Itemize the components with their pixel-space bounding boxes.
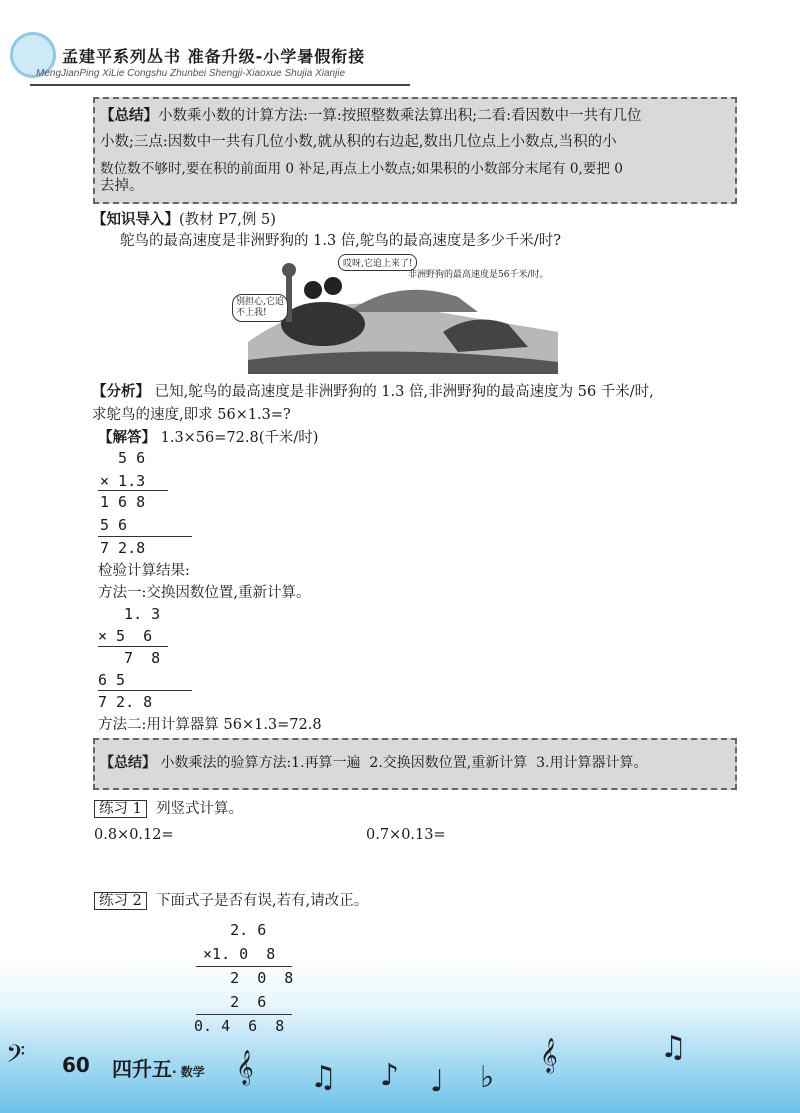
header-divider	[30, 84, 410, 86]
calc1-row-2: × 1.3	[100, 472, 146, 490]
speech-bubble-left: 别担心,它追不上我!	[232, 294, 288, 322]
treble-clef-icon: 𝄞	[236, 1050, 254, 1085]
calc1-row-4: 5 6	[100, 516, 128, 534]
answer-text: 1.3×56=72.8(千米/时)	[160, 430, 319, 446]
answer-tag: 【解答】	[98, 429, 156, 446]
calc2-row-4: 6 5	[98, 671, 126, 689]
check-method-2: 方法二:用计算器算 56×1.3=72.8	[98, 717, 322, 733]
grade-label: 四升五	[112, 1057, 172, 1081]
summary-1-line-4: 去掉。	[100, 178, 144, 194]
calc1-row-1: 5 6	[100, 449, 146, 467]
illustration-caption: 非洲野狗的最高速度是56千米/时。	[408, 270, 549, 280]
flat-sign-icon: ♭	[480, 1060, 495, 1095]
summary-1-line-2: 小数;三点:因数中一共有几位小数,就从积的右边起,数出几位点上小数点,当积的小	[100, 134, 617, 150]
summary-1-line-3: 数位数不够时,要在积的前面用 0 补足,再点上小数点;如果积的小数部分末尾有 0,要把 0	[100, 161, 623, 177]
calc1-row-5: 7 2.8	[100, 539, 146, 557]
exercise-1-prompt: 列竖式计算。	[156, 801, 244, 817]
music-note-icon-2: ♪	[380, 1058, 400, 1093]
subject-label: · 数学	[172, 1065, 205, 1079]
intro-tag: 【知识导入】	[92, 211, 179, 228]
exercise-2-tag: 练习 2	[94, 892, 147, 910]
check-title: 检验计算结果:	[98, 563, 190, 579]
ex2-row-2: ×1. 0 8	[194, 945, 276, 963]
summary-2-tag: 【总结】	[100, 755, 156, 771]
analysis-line-2: 求鸵鸟的速度,即求 56×1.3=?	[92, 407, 291, 423]
ex2-row-4: 2 6	[194, 993, 267, 1011]
series-title: 孟建平系列丛书 准备升级-小学暑假衔接	[62, 47, 366, 66]
check-method-1: 方法一:交换因数位置,重新计算。	[98, 585, 311, 601]
exercise-1-heading	[94, 796, 243, 823]
speech-bubble-top: 哎呀,它追上来了!	[338, 254, 417, 271]
exercise-2-prompt: 下面式子是否有误,若有,请改正。	[156, 893, 369, 909]
exercise-2-heading	[94, 888, 368, 915]
intro-question: 鸵鸟的最高速度是非洲野狗的 1.3 倍,鸵鸟的最高速度是多少千米/时?	[120, 233, 562, 249]
calc2-row-2: × 5 6	[98, 627, 153, 645]
calc1-row-3: 1 6 8	[100, 493, 146, 511]
bass-clef-icon: 𝄢	[6, 1040, 26, 1075]
footer-grade	[112, 1053, 205, 1082]
analysis-tag: 【分析】	[92, 383, 150, 400]
calc2-row-3: 7 8	[106, 649, 161, 667]
ex2-row-1: 2. 6	[194, 921, 267, 939]
summary-1-line-1: 小数乘小数的计算方法:一算:按照整数乘法算出积;二看:看因数中一共有几位	[158, 108, 642, 124]
analysis-text-1: 已知,鸵鸟的最高速度是非洲野狗的 1.3 倍,非洲野狗的最高速度为 56 千米/时,	[154, 384, 654, 400]
calc2-row-1: 1. 3	[106, 605, 161, 623]
exercise-1-q1: 0.8×0.12=	[94, 827, 174, 843]
exercise-1-tag: 练习 1	[94, 800, 147, 818]
page-number: 60	[62, 1053, 90, 1077]
treble-clef-icon-2: 𝄞	[540, 1038, 558, 1073]
music-note-icon-4: ♫	[660, 1030, 687, 1065]
music-note-icon: ♫	[310, 1060, 337, 1095]
ex2-row-3: 2 0 8	[194, 969, 294, 987]
summary-1-text	[100, 102, 642, 130]
intro-source: (教材 P7,例 5)	[179, 212, 276, 228]
exercise-1-q2: 0.7×0.13=	[366, 827, 446, 843]
series-pinyin: MengJianPing XiLie Congshu Zhunbei Shengji-Xiaoxue Shujia Xianjie	[36, 68, 346, 79]
summary-2-body: 小数乘法的验算方法:1.再算一遍 2.交换因数位置,重新计算 3.用计算器计算。	[160, 755, 648, 771]
summary-2-text	[100, 750, 648, 777]
ex2-row-5: 0. 4 6 8	[194, 1017, 285, 1035]
summary-1-tag: 【总结】	[100, 107, 158, 124]
calc2-row-5: 7 2. 8	[98, 693, 153, 711]
music-note-icon-3: ♩	[430, 1064, 445, 1099]
